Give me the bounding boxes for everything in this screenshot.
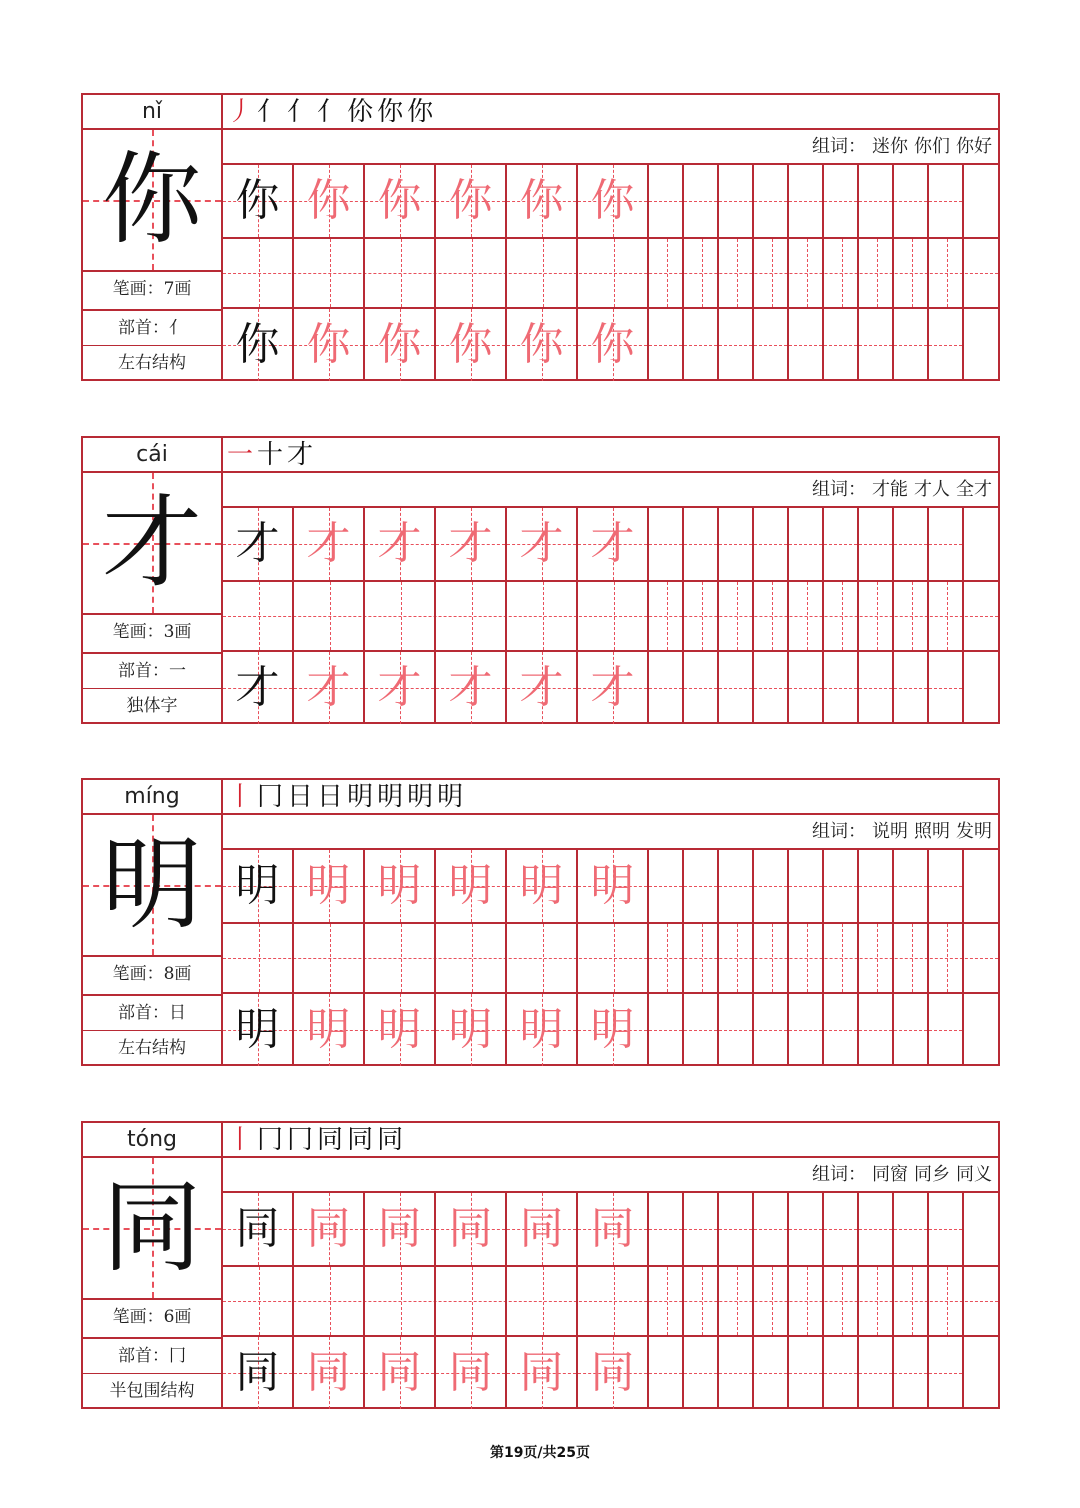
practice-area — [223, 780, 998, 1064]
practice-cell[interactable] — [754, 1193, 789, 1265]
structure: 半包围结构 — [83, 1373, 221, 1410]
practice-cell[interactable] — [719, 1337, 754, 1409]
model-character: 才 — [102, 484, 202, 601]
practice-cell[interactable] — [789, 850, 824, 922]
practice-cell[interactable] — [294, 994, 365, 1066]
stroke-step: 你 — [407, 96, 434, 127]
practice-cell[interactable] — [223, 652, 294, 724]
stroke-count: 笔画：3画 — [83, 613, 221, 650]
stroke-step: 日 — [287, 781, 314, 812]
blank-writing-row[interactable] — [223, 580, 998, 652]
practice-grid — [223, 165, 998, 379]
pinyin-label: míng — [83, 780, 221, 815]
model-character-box — [83, 130, 221, 270]
character-info-panel — [83, 780, 223, 1064]
practice-cell[interactable] — [929, 850, 964, 922]
practice-cell[interactable] — [365, 850, 436, 922]
model-character-small: 明 — [235, 860, 280, 911]
trace-character: 同 — [590, 1347, 635, 1398]
stroke-step: 亻 — [287, 96, 314, 127]
practice-cell[interactable] — [223, 994, 294, 1066]
practice-cell[interactable] — [684, 850, 719, 922]
practice-row — [223, 309, 998, 381]
word: 同义 — [956, 1164, 992, 1185]
trace-character: 才 — [590, 518, 635, 569]
trace-character: 才 — [377, 518, 422, 569]
trace-character: 你 — [519, 319, 564, 370]
words-label: 组词： — [812, 136, 866, 157]
trace-character: 才 — [448, 518, 493, 569]
word: 全才 — [956, 479, 992, 500]
practice-cell[interactable] — [754, 165, 789, 237]
practice-cell[interactable] — [894, 994, 929, 1066]
radical: 部首：一 — [83, 652, 221, 689]
stroke-count: 笔画：6画 — [83, 1298, 221, 1335]
practice-cell[interactable] — [578, 309, 649, 381]
word: 你好 — [956, 136, 992, 157]
practice-cell[interactable] — [894, 1337, 929, 1409]
practice-cell[interactable] — [436, 652, 507, 724]
practice-cell[interactable] — [789, 165, 824, 237]
practice-cell[interactable] — [719, 994, 754, 1066]
practice-cell[interactable] — [719, 850, 754, 922]
practice-cell[interactable] — [649, 1337, 684, 1409]
word-list — [223, 473, 998, 508]
practice-cell[interactable] — [859, 850, 894, 922]
practice-cell[interactable] — [436, 508, 507, 580]
practice-grid — [223, 850, 998, 1064]
practice-cell[interactable] — [929, 1193, 964, 1265]
stroke-count: 笔画：7画 — [83, 270, 221, 307]
practice-cell[interactable] — [859, 309, 894, 381]
trace-character: 才 — [519, 662, 564, 713]
stroke-step: 明 — [437, 781, 464, 812]
practice-cell[interactable] — [754, 1337, 789, 1409]
character-info-panel — [83, 438, 223, 722]
stroke-step: 伱 — [347, 96, 374, 127]
practice-cell[interactable] — [859, 508, 894, 580]
practice-cell[interactable] — [789, 652, 824, 724]
practice-cell[interactable] — [929, 508, 964, 580]
character-info-panel — [83, 1123, 223, 1407]
practice-cell[interactable] — [789, 1337, 824, 1409]
stroke-order — [223, 780, 998, 815]
trace-character: 你 — [590, 175, 635, 226]
practice-cell[interactable] — [649, 850, 684, 922]
practice-cell[interactable] — [507, 652, 578, 724]
practice-cell[interactable] — [649, 165, 684, 237]
practice-cell[interactable] — [824, 309, 859, 381]
trace-character: 你 — [448, 319, 493, 370]
model-character-small: 你 — [235, 319, 280, 370]
pinyin-label: nǐ — [83, 95, 221, 130]
trace-character: 明 — [377, 860, 422, 911]
trace-character: 同 — [590, 1203, 635, 1254]
trace-character: 同 — [306, 1203, 351, 1254]
practice-cell[interactable] — [929, 652, 964, 724]
page-number: 第19页/共25页 — [489, 1445, 591, 1461]
model-character: 明 — [102, 826, 202, 943]
practice-cell[interactable] — [894, 1193, 929, 1265]
practice-cell[interactable] — [578, 508, 649, 580]
trace-character: 明 — [306, 860, 351, 911]
stroke-step: 明 — [377, 781, 404, 812]
practice-cell[interactable] — [578, 1337, 649, 1409]
practice-cell[interactable] — [223, 1337, 294, 1409]
practice-cell[interactable] — [929, 1337, 964, 1409]
structure: 左右结构 — [83, 1030, 221, 1067]
practice-cell[interactable] — [859, 994, 894, 1066]
practice-cell[interactable] — [684, 1337, 719, 1409]
practice-cell[interactable] — [507, 508, 578, 580]
practice-area — [223, 438, 998, 722]
stroke-step: 明 — [347, 781, 374, 812]
trace-character: 明 — [519, 1004, 564, 1055]
trace-character: 明 — [590, 860, 635, 911]
practice-cell[interactable] — [789, 994, 824, 1066]
practice-cell[interactable] — [824, 1337, 859, 1409]
trace-character: 你 — [519, 175, 564, 226]
practice-row — [223, 165, 998, 237]
word: 发明 — [956, 821, 992, 842]
practice-cell[interactable] — [294, 652, 365, 724]
model-character: 同 — [102, 1169, 202, 1286]
trace-character: 明 — [590, 1004, 635, 1055]
structure: 左右结构 — [83, 345, 221, 382]
stroke-step: 丨 — [227, 1124, 254, 1155]
practice-cell[interactable] — [365, 508, 436, 580]
practice-cell[interactable] — [507, 994, 578, 1066]
practice-cell[interactable] — [754, 508, 789, 580]
practice-grid — [223, 1193, 998, 1407]
trace-character: 你 — [377, 175, 422, 226]
practice-cell[interactable] — [223, 850, 294, 922]
practice-cell[interactable] — [223, 165, 294, 237]
practice-cell[interactable] — [436, 1193, 507, 1265]
character-card-ni — [81, 93, 1000, 381]
character-card-ming — [81, 778, 1000, 1066]
trace-character: 同 — [306, 1347, 351, 1398]
stroke-step: 一 — [227, 439, 254, 470]
practice-cell[interactable] — [507, 1193, 578, 1265]
practice-cell[interactable] — [754, 850, 789, 922]
practice-cell[interactable] — [754, 652, 789, 724]
practice-row — [223, 1193, 998, 1265]
trace-character: 才 — [448, 662, 493, 713]
practice-cell[interactable] — [824, 1193, 859, 1265]
practice-cell[interactable] — [754, 309, 789, 381]
practice-cell[interactable] — [507, 1337, 578, 1409]
practice-cell[interactable] — [436, 994, 507, 1066]
words-label: 组词： — [812, 479, 866, 500]
model-character-small: 明 — [235, 1004, 280, 1055]
practice-cell[interactable] — [929, 165, 964, 237]
model-character-box — [83, 815, 221, 955]
trace-character: 明 — [448, 1004, 493, 1055]
model-character-small: 你 — [235, 175, 280, 226]
practice-cell[interactable] — [507, 309, 578, 381]
practice-cell[interactable] — [894, 850, 929, 922]
practice-cell[interactable] — [578, 850, 649, 922]
trace-character: 同 — [519, 1203, 564, 1254]
practice-cell[interactable] — [507, 165, 578, 237]
trace-character: 才 — [377, 662, 422, 713]
structure: 独体字 — [83, 688, 221, 725]
trace-character: 明 — [377, 1004, 422, 1055]
trace-character: 才 — [590, 662, 635, 713]
stroke-step: 冂 — [257, 781, 284, 812]
practice-cell[interactable] — [684, 652, 719, 724]
practice-cell[interactable] — [789, 1193, 824, 1265]
model-character-small: 才 — [235, 518, 280, 569]
stroke-step: 同 — [347, 1124, 374, 1155]
model-character-small: 同 — [235, 1347, 280, 1398]
practice-cell[interactable] — [578, 652, 649, 724]
word: 同乡 — [914, 1164, 950, 1185]
practice-cell[interactable] — [294, 165, 365, 237]
practice-row — [223, 508, 998, 580]
words-label: 组词： — [812, 1164, 866, 1185]
practice-cell[interactable] — [929, 309, 964, 381]
practice-cell[interactable] — [365, 994, 436, 1066]
word-list — [223, 130, 998, 165]
blank-writing-row[interactable] — [223, 1265, 998, 1337]
practice-cell[interactable] — [294, 508, 365, 580]
practice-cell[interactable] — [649, 508, 684, 580]
practice-cell[interactable] — [365, 1193, 436, 1265]
word: 同窗 — [872, 1164, 908, 1185]
stroke-order — [223, 1123, 998, 1158]
trace-character: 你 — [448, 175, 493, 226]
practice-row — [223, 1337, 998, 1409]
trace-character: 你 — [590, 319, 635, 370]
trace-character: 明 — [448, 860, 493, 911]
trace-character: 你 — [377, 319, 422, 370]
practice-cell[interactable] — [294, 1193, 365, 1265]
practice-cell[interactable] — [824, 165, 859, 237]
trace-character: 你 — [306, 319, 351, 370]
practice-cell[interactable] — [365, 652, 436, 724]
word: 迷你 — [872, 136, 908, 157]
trace-character: 同 — [519, 1347, 564, 1398]
word: 才人 — [914, 479, 950, 500]
practice-cell[interactable] — [824, 994, 859, 1066]
stroke-count: 笔画：8画 — [83, 955, 221, 992]
character-card-tong — [81, 1121, 1000, 1409]
practice-row — [223, 850, 998, 922]
trace-character: 才 — [306, 518, 351, 569]
practice-cell[interactable] — [894, 508, 929, 580]
practice-cell[interactable] — [578, 1193, 649, 1265]
word: 你们 — [914, 136, 950, 157]
practice-cell[interactable] — [649, 994, 684, 1066]
practice-cell[interactable] — [365, 309, 436, 381]
blank-writing-row[interactable] — [223, 922, 998, 994]
practice-cell[interactable] — [649, 1193, 684, 1265]
practice-cell[interactable] — [684, 1193, 719, 1265]
practice-cell[interactable] — [684, 994, 719, 1066]
stroke-step: 十 — [257, 439, 284, 470]
practice-cell[interactable] — [859, 1193, 894, 1265]
practice-cell[interactable] — [719, 508, 754, 580]
practice-row — [223, 652, 998, 724]
practice-cell[interactable] — [649, 309, 684, 381]
practice-cell[interactable] — [719, 1193, 754, 1265]
stroke-step: 才 — [287, 439, 314, 470]
practice-cell[interactable] — [436, 165, 507, 237]
practice-cell[interactable] — [365, 165, 436, 237]
practice-cell[interactable] — [223, 309, 294, 381]
practice-cell[interactable] — [578, 994, 649, 1066]
trace-character: 同 — [377, 1203, 422, 1254]
stroke-step: 日 — [317, 781, 344, 812]
practice-cell[interactable] — [824, 508, 859, 580]
practice-cell[interactable] — [824, 850, 859, 922]
trace-character: 同 — [448, 1203, 493, 1254]
model-character-small: 同 — [235, 1203, 280, 1254]
practice-cell[interactable] — [929, 994, 964, 1066]
model-character-box — [83, 1158, 221, 1298]
practice-cell[interactable] — [859, 1337, 894, 1409]
stroke-step: 冂 — [287, 1124, 314, 1155]
practice-area — [223, 1123, 998, 1407]
stroke-step: 亻 — [257, 96, 284, 127]
word-list — [223, 815, 998, 850]
practice-cell[interactable] — [578, 165, 649, 237]
practice-cell[interactable] — [719, 652, 754, 724]
stroke-order — [223, 95, 998, 130]
stroke-step: 丨 — [227, 781, 254, 812]
practice-cell[interactable] — [719, 165, 754, 237]
stroke-step: 你 — [377, 96, 404, 127]
trace-character: 才 — [519, 518, 564, 569]
character-card-cai — [81, 436, 1000, 724]
word-list — [223, 1158, 998, 1193]
practice-area — [223, 95, 998, 379]
practice-cell[interactable] — [859, 165, 894, 237]
radical: 部首：冂 — [83, 1337, 221, 1374]
practice-cell[interactable] — [789, 309, 824, 381]
trace-character: 同 — [377, 1347, 422, 1398]
model-character-box — [83, 473, 221, 613]
word: 才能 — [872, 479, 908, 500]
word: 说明 — [872, 821, 908, 842]
practice-cell[interactable] — [859, 652, 894, 724]
word: 照明 — [914, 821, 950, 842]
practice-cell[interactable] — [894, 165, 929, 237]
practice-row — [223, 994, 998, 1066]
practice-cell[interactable] — [223, 508, 294, 580]
practice-cell[interactable] — [894, 309, 929, 381]
character-info-panel — [83, 95, 223, 379]
practice-cell[interactable] — [436, 309, 507, 381]
practice-cell[interactable] — [294, 850, 365, 922]
practice-cell[interactable] — [894, 652, 929, 724]
words-label: 组词： — [812, 821, 866, 842]
practice-cell[interactable] — [684, 165, 719, 237]
practice-cell[interactable] — [365, 1337, 436, 1409]
trace-character: 同 — [448, 1347, 493, 1398]
stroke-step: 同 — [317, 1124, 344, 1155]
practice-cell[interactable] — [684, 508, 719, 580]
stroke-step: 明 — [407, 781, 434, 812]
practice-cell[interactable] — [507, 850, 578, 922]
practice-cell[interactable] — [824, 652, 859, 724]
pinyin-label: cái — [83, 438, 221, 473]
blank-writing-row[interactable] — [223, 237, 998, 309]
radical: 部首：亻 — [83, 309, 221, 346]
practice-cell[interactable] — [754, 994, 789, 1066]
trace-character: 你 — [306, 175, 351, 226]
model-character-small: 才 — [235, 662, 280, 713]
stroke-order — [223, 438, 998, 473]
practice-cell[interactable] — [294, 309, 365, 381]
radical: 部首：日 — [83, 994, 221, 1031]
stroke-step: 冂 — [257, 1124, 284, 1155]
stroke-step: 亻 — [317, 96, 344, 127]
stroke-step: 丿 — [227, 96, 254, 127]
practice-cell[interactable] — [223, 1193, 294, 1265]
practice-cell[interactable] — [436, 1337, 507, 1409]
model-character: 你 — [102, 141, 202, 258]
pinyin-label: tóng — [83, 1123, 221, 1158]
practice-cell[interactable] — [649, 652, 684, 724]
practice-grid — [223, 508, 998, 722]
practice-cell[interactable] — [719, 309, 754, 381]
stroke-step: 同 — [377, 1124, 404, 1155]
trace-character: 明 — [306, 1004, 351, 1055]
trace-character: 明 — [519, 860, 564, 911]
practice-cell[interactable] — [436, 850, 507, 922]
practice-cell[interactable] — [294, 1337, 365, 1409]
trace-character: 才 — [306, 662, 351, 713]
practice-cell[interactable] — [789, 508, 824, 580]
practice-cell[interactable] — [684, 309, 719, 381]
